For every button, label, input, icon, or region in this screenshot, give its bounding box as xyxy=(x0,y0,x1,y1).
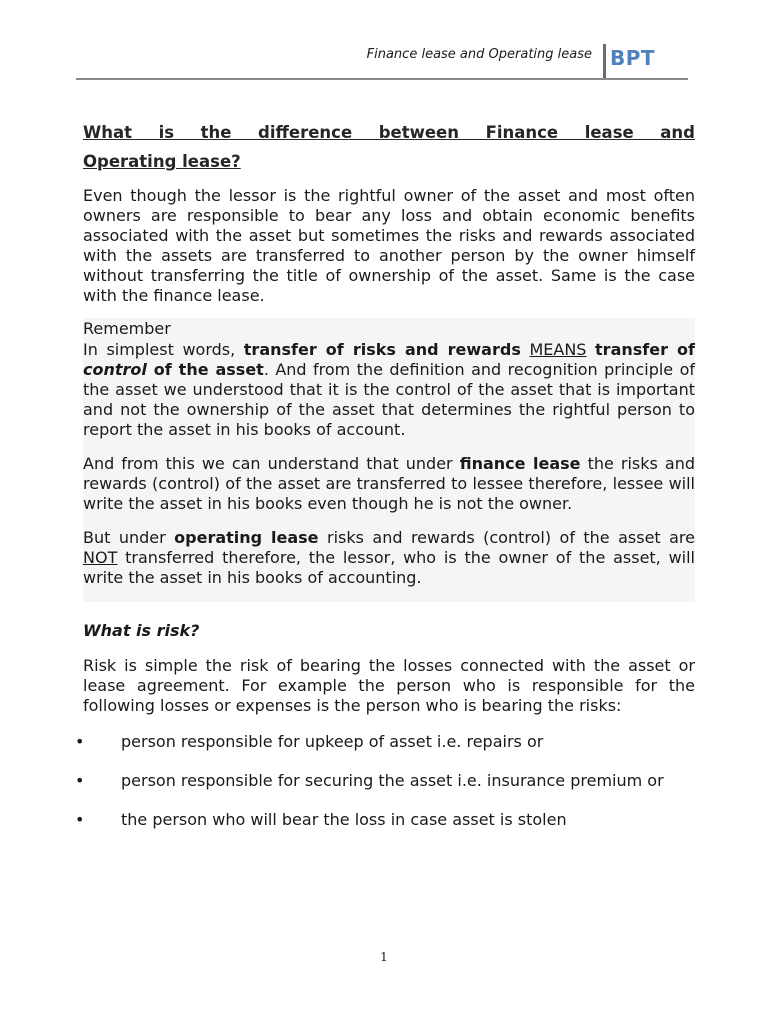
bullet-icon: • xyxy=(75,810,85,829)
document-heading xyxy=(83,118,695,176)
header-logo: BPT xyxy=(610,46,656,70)
remember-p3-operating-lease: operating lease xyxy=(174,528,319,547)
bullet-icon: • xyxy=(75,732,85,751)
remember-p2-text-1: And from this we can understand that under xyxy=(83,454,460,473)
header-divider xyxy=(603,44,606,78)
remember-box xyxy=(83,318,695,602)
risk-bullet-list xyxy=(75,732,695,830)
bullet-icon: • xyxy=(75,771,85,790)
remember-p1-text-1: In simplest words, xyxy=(83,340,244,359)
page-number: 1 xyxy=(380,950,388,964)
remember-paragraph-3 xyxy=(83,528,695,602)
bullet-text: person responsible for securing the asset i.e. insurance premium or xyxy=(121,771,664,790)
remember-p1-bold-1: transfer of risks and rewards xyxy=(243,340,521,359)
remember-p3-text-1: But under xyxy=(83,528,175,547)
remember-p3-not: NOT xyxy=(83,548,118,567)
remember-p1-control: control xyxy=(83,360,147,379)
remember-p2-finance-lease: finance lease xyxy=(459,454,581,473)
list-item xyxy=(75,732,695,752)
remember-p1-means: MEANS xyxy=(529,340,587,359)
document-body xyxy=(75,118,696,849)
remember-p2-text-2: the risks and rewards (control) of the asset are transferred to lessee therefore, lessee will write the asset in his books even though he is not the owner. xyxy=(83,454,696,513)
bullet-text: person responsible for upkeep of asset i.e. repairs or xyxy=(121,732,544,751)
remember-p1-bold-3: of the asset xyxy=(146,360,264,379)
list-item xyxy=(75,810,695,830)
heading-line-2: Operating lease? xyxy=(83,152,241,171)
risk-heading: What is risk? xyxy=(83,621,200,640)
list-item xyxy=(75,771,695,791)
remember-label: Remember xyxy=(83,319,171,338)
intro-paragraph: Even though the lessor is the rightful owner of the asset and most often owners are responsible to bear any loss and obtain economic benefits associated with the asset but sometimes the risks and rewards associated with the assets are transferred to another person by the owner himself without transferring the title of ownership of the asset. Same is the case with the finance lease. xyxy=(83,186,695,305)
remember-p3-text-2: risks and rewards (control) of the asset are xyxy=(318,528,696,547)
remember-paragraph-1 xyxy=(83,340,695,454)
bullet-text: the person who will bear the loss in case asset is stolen xyxy=(121,810,567,829)
remember-p3-text-3: transferred therefore, the lessor, who is the owner of the asset, will write the asset in his books of accounting. xyxy=(83,548,695,587)
remember-p1-text-2: . And from the definition and recognition principle of the asset we understood that it is the control of the asset that is important and not the ownership of the asset that determines the rightful person to report the asset in his books of account. xyxy=(83,360,695,439)
page-header xyxy=(76,40,688,80)
header-title: Finance lease and Operating lease xyxy=(366,47,592,62)
remember-p1-bold-2-text: transfer of xyxy=(595,340,696,359)
risk-paragraph: Risk is simple the risk of bearing the losses connected with the asset or lease agreement. For example the person who is responsible for the following losses or expenses is the person who is bearing the risks: xyxy=(83,656,695,715)
heading-line-1: What is the difference between Finance lease and xyxy=(83,123,695,142)
remember-paragraph-2 xyxy=(83,454,695,528)
